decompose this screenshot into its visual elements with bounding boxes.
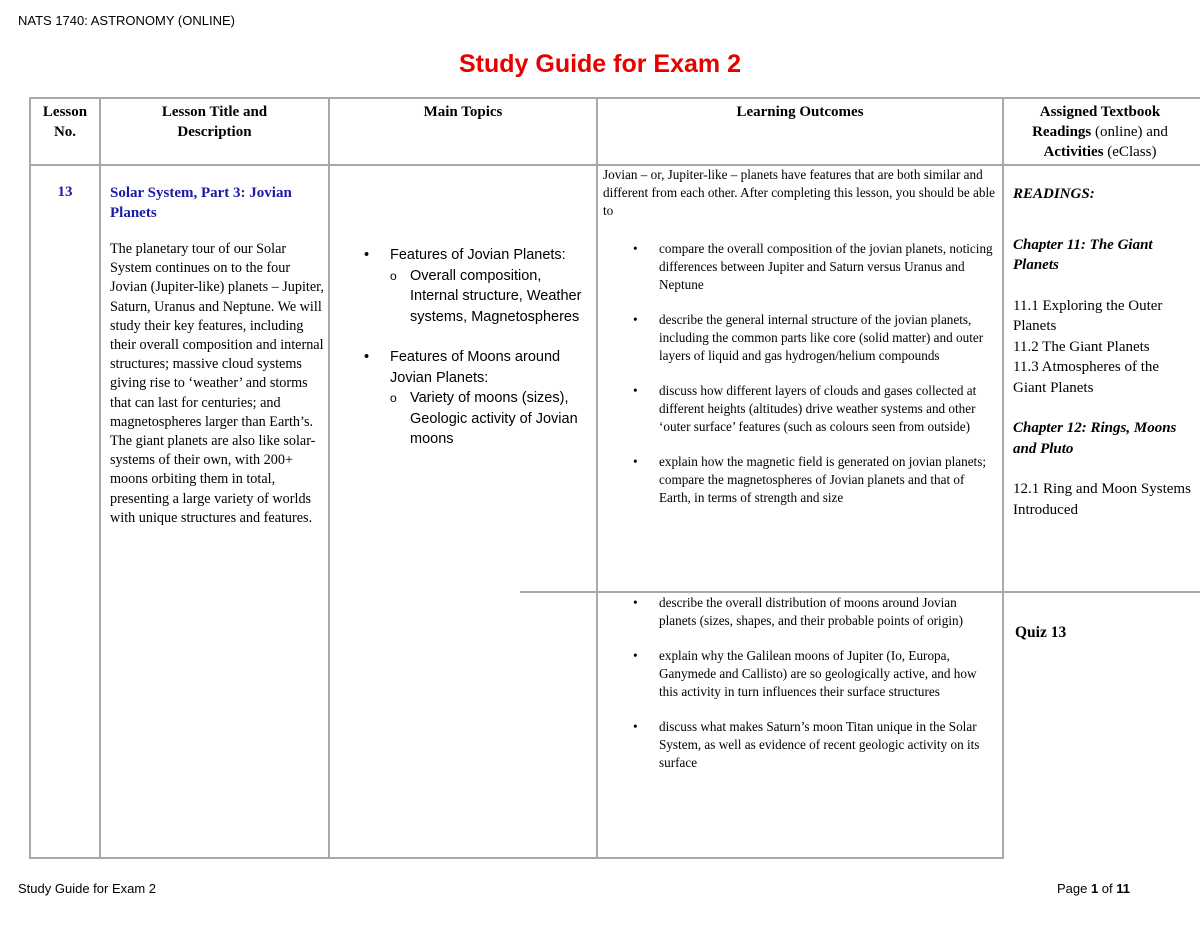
list-item: • discuss what makes Saturn’s moon Titan unique in the Solar System, as well as evidence of recent geologic activity on its surface <box>633 719 980 770</box>
topic-item: • Features of Jovian Planets: o Overall composition, Internal structure, Weather systems, Magnetospheres <box>364 247 582 325</box>
lesson-description: The planetary tour of our Solar System continues on to the four Jovian (Jupiter-like) planets – Jupiter, Saturn, Uranus and Neptune. We will study their key features, including their overall composition and internal structures; massive cloud systems giving rise to ‘weather’ and storms that can last for centuries; and magnetospheres larger than Earth’s. The giant planets are also like solar-systems of their own, with 200+ moons orbiting them in total, presenting a large variety of worlds with unique structures and features. <box>110 241 324 526</box>
lesson-title: Solar System, Part 3: Jovian Planets <box>110 185 292 221</box>
reading-item: 11.2 The Giant Planets <box>1013 338 1150 355</box>
outcomes-intro: Jovian – or, Jupiter-like – planets have features that are both similar and different from each other. After completing this lesson, you should be able to <box>603 167 995 218</box>
lesson-number: 13 <box>57 184 73 200</box>
page-number: Page 1 of 11 <box>1056 881 1130 896</box>
outcomes-list-continued <box>603 594 996 789</box>
header-lesson-title: Lesson Title and Description <box>161 104 268 140</box>
list-item: • describe the general internal structure of the jovian planets, including the common parts like core (solid matter) and outer layers of liquid and gas hydrogen/helium compounds <box>633 312 984 363</box>
chapter-11-heading: Chapter 11: The Giant Planets <box>1013 236 1153 273</box>
page-header: NATS 1740: ASTRONOMY (ONLINE) <box>18 13 235 28</box>
header-lesson-no: Lesson No. <box>42 104 88 140</box>
list-item: • explain why the Galilean moons of Jupiter (Io, Europa, Ganymede and Callisto) are so geologically active, and how this activity in turn influences their surface structures <box>633 648 977 699</box>
header-main-topics: Main Topics <box>423 104 503 120</box>
footer-title: Study Guide for Exam 2 <box>18 881 157 896</box>
main-topics-list <box>358 245 588 470</box>
list-item: • compare the overall composition of the jovian planets, noticing differences between Jupiter and Saturn versus Uranus and Neptune <box>633 241 993 292</box>
readings-heading: READINGS: <box>1013 186 1095 202</box>
reading-item: 11.3 Atmospheres of the Giant Planets <box>1013 359 1160 396</box>
header-learning-outcomes: Learning Outcomes <box>736 104 864 120</box>
reading-item: 12.1 Ring and Moon Systems Introduced <box>1013 481 1191 518</box>
header-readings: Assigned Textbook Readings (online) and Activities (eClass) <box>1032 104 1168 160</box>
topic-item: • Features of Moons around Jovian Planets: o Variety of moons (sizes), Geologic activity of Jovian moons <box>364 349 578 447</box>
list-item: • describe the overall distribution of moons around Jovian planets (sizes, shapes, and their probable points of origin) <box>633 595 963 628</box>
list-item: • discuss how different layers of clouds and gases collected at different heights (altitudes) drive weather systems and other ‘outer surface’ features (such as colours seen from outside) <box>633 383 977 434</box>
document-title: Study Guide for Exam 2 <box>458 50 741 78</box>
list-item: • explain how the magnetic field is generated on jovian planets; compare the magnetospheres of Jovian planets and that of Earth, in terms of strength and size <box>633 454 987 505</box>
quiz-label: Quiz 13 <box>1015 624 1067 641</box>
outcomes-list <box>603 240 996 524</box>
readings-cell <box>1013 184 1193 520</box>
chapter-12-heading: Chapter 12: Rings, Moons and Pluto <box>1013 420 1177 457</box>
reading-item: 11.1 Exploring the Outer Planets <box>1013 297 1163 334</box>
